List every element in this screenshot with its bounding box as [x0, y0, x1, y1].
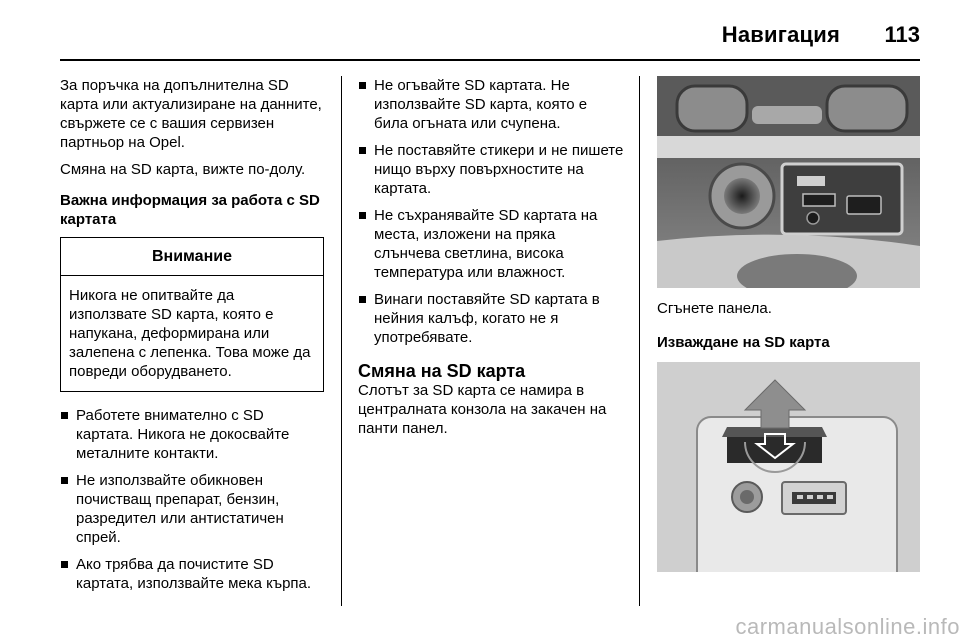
warning-box	[60, 237, 324, 392]
warning-title: Внимание	[61, 238, 323, 276]
intro-paragraph-2: Смяна на SD карта, вижте по-долу.	[60, 161, 306, 178]
console-photo	[657, 76, 920, 288]
list-item: Работете внимателно с SD картата. Никога не докосвайте металните контакти.	[60, 406, 324, 463]
list-item: Не съхранявайте SD картата на места, изложени на пряка слънчева светлина, висока температура или влажност.	[358, 206, 624, 282]
sd-eject-drawing	[657, 362, 920, 572]
list-item: Ако трябва да почистите SD картата, използвайте мека кърпа.	[60, 555, 324, 593]
bullet-square-icon	[61, 477, 68, 484]
middle-column	[358, 76, 624, 446]
bullet-square-icon	[359, 212, 366, 219]
bullet-square-icon	[359, 296, 366, 303]
page-number: 113	[884, 22, 920, 47]
console-photo-drawing	[657, 76, 920, 288]
section-heading: Важна информация за работа с SD картата	[60, 192, 320, 228]
warning-text: Никога не опитвайте да използвате SD карта, която е напукана, деформирана или залепена с лепенка. Това може да повреди оборудването.	[69, 287, 311, 380]
sd-eject-illustration	[657, 362, 920, 572]
list-item: Винаги поставяйте SD картата в нейния калъф, когато не я употребявате.	[358, 290, 624, 347]
watermark: carmanualsonline.info	[735, 614, 960, 639]
column-divider-1	[341, 76, 342, 606]
bullet-square-icon	[61, 412, 68, 419]
page-header	[60, 18, 920, 60]
list-item: Не огъвайте SD картата. Не използвайте SD карта, която е била огъната или счупена.	[358, 76, 624, 133]
header-rule	[60, 59, 920, 61]
bullet-list-middle	[358, 76, 624, 347]
left-column	[60, 76, 324, 601]
bullet-square-icon	[61, 561, 68, 568]
bullet-square-icon	[359, 82, 366, 89]
list-item: Не поставяйте стикери и не пишете нищо върху повърхностите на картата.	[358, 141, 624, 198]
sd-slot-paragraph: Слотът за SD карта се намира в централната конзола на закачен на панти панел.	[358, 382, 607, 437]
chapter-title: Навигация	[721, 22, 840, 47]
section-heading-sd-replace: Смяна на SD карта	[358, 361, 526, 381]
illustration-heading: Изваждане на SD карта	[657, 334, 830, 351]
bullet-list-left	[60, 406, 324, 593]
photo-caption: Сгънете панела.	[657, 300, 772, 317]
intro-paragraph: За поръчка на допълнителна SD карта или актуализиране на данните, свържете се с вашия сервизен партньор на Opel.	[60, 77, 322, 151]
bullet-square-icon	[359, 147, 366, 154]
column-divider-2	[639, 76, 640, 606]
list-item: Не използвайте обикновен почистващ препарат, бензин, разредител или антистатичен спрей.	[60, 471, 324, 547]
